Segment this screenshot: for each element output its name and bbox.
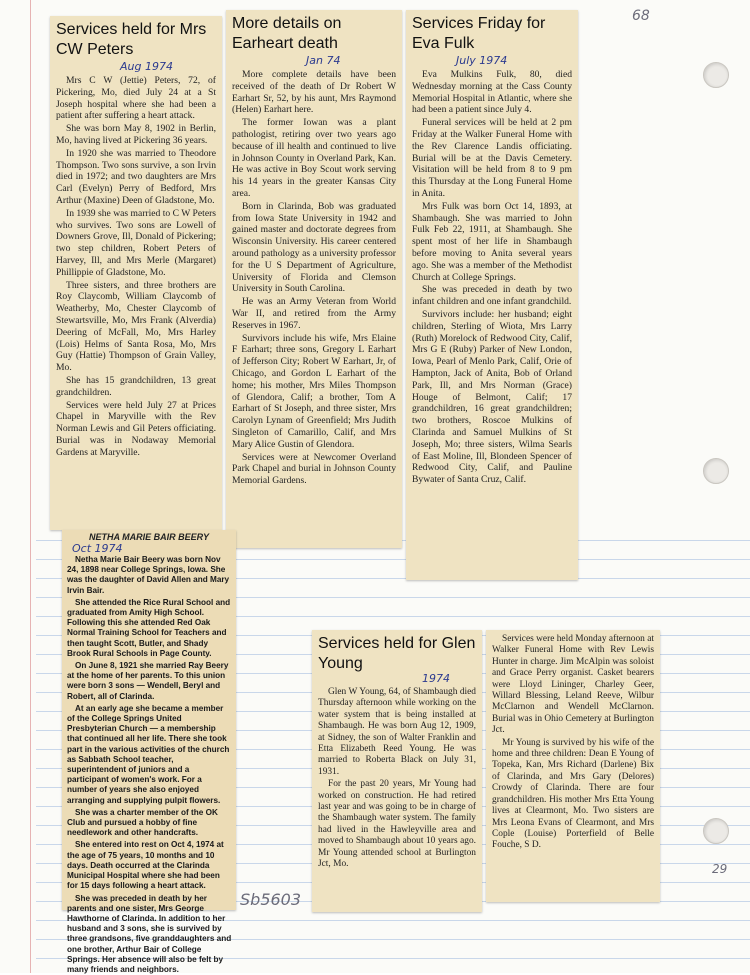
paragraph: She entered into rest on Oct 4, 1974 at the age of 75 years, 10 months and 10 days. Death occurred at the Clarinda Municipal Hospital where she had been for 15 days following a heart attack. [67,840,232,891]
paragraph: At an early age she became a member of the College Springs United Presbyterian Church — a membership that continued all her life. There she took part in the various activities of the church as Sabbath School teacher, superintendent of juniors and a participant of women's work. For a number of years she also enjoyed arranging and supplying pulpit flowers. [67,704,232,806]
paragraph: She was preceded in death by two infant children and one infant grandchild. [412,284,572,308]
article-body [486,630,660,855]
paragraph: She has 15 grandchildren, 13 great grandchildren. [56,375,216,399]
paragraph: She attended the Rice Rural School and graduated from Amity High School. Following this she attended Red Oak Normal Training School for Teachers and then taught Scott, Butler, and Shady Brook Rural Schools in Page County. [67,598,232,659]
paragraph: Glen W Young, 64, of Shambaugh died Thursday afternoon while working on the water system that is being installed at Shambaugh. He was born Aug 12, 1909, at Sidney, the son of Walter Franklin and Etta Elizabeth Reed Young. He was married to Roberta Black on July 31, 1931. [318,687,476,778]
handwritten-date: July 1974 [406,54,578,67]
paragraph: She was a charter member of the OK Club and pursued a hobby of fine needlework and other handcrafts. [67,808,232,839]
margin-line [30,0,31,973]
paragraph: He was an Army Veteran from World War II, and retired from the Army Reserves in 1967. [232,296,396,331]
article-body [312,685,482,874]
paragraph: Mrs Fulk was born Oct 14, 1893, at Shambaugh. She was married to John Fulk Feb 22, 1911, at Shambaugh. She spent most of her life in Shambaugh before moving to Anita several years ago. She was a member of the Methodist Church at College Springs. [412,201,572,284]
clipping-headline: Services Friday for Eva Fulk [406,10,578,54]
binder-hole [703,62,729,88]
article-body [50,73,222,462]
handwritten-date: 1974 [312,672,482,685]
paragraph: Three sisters, and three brothers are Roy Claycomb, William Claycomb of Weatherby, Mo, Chester Claycomb of Stewartsville, Mo, Mrs Frank (Alverdia) Deering of McFall, Mo, Mrs Harley (Lois) Helms of Santa Rosa, Mo, Mrs Guy (Hattie) Thompson of Grain Valley, Mo. [56,280,216,374]
handwritten-reference-number: Sb5603 [240,890,301,909]
paragraph: For the past 20 years, Mr Young had worked on construction. He had retired last year and was going to be in charge of the Shambaugh water system. The family had lived in the Hawleyville area and moved to Shambaugh about 10 years ago. Mr Young attended school at Burlington Jct, Mo. [318,779,476,870]
paragraph: Services were at Newcomer Overland Park Chapel and burial in Johnson County Memorial Gardens. [232,452,396,487]
article-body [62,555,236,975]
paragraph: Survivors include his wife, Mrs Elaine F Earhart; three sons, Gregory L Earhart of Jefferson City; Robert W Earhart, Jr, of Chicago, and Gordon L Earhart of the home; his mother, Mrs Miles Thompson of Glendora, Calif; a brother, Tom A Earhart of St Joseph, and three sister, Mrs Carolyn Lynam of Greenfield; Mrs Judith Singleton of Camarillo, Calif, and Mrs Mary Alice Gustin of Glendora. [232,333,396,451]
paragraph: Mr Young is survived by his wife of the home and three children: Dean E Young of Topeka, Kan, Mrs Richard (Darlene) Bix of Clarinda, and Mrs Gary (Delores) Crowdy of Clarinda. There are four grandchildren. His mother Mrs Etta Young lives at Clearmont, Mo. Two sisters are Mrs Leona Evans of Clearmont, and Mrs Cople (Louise) Porterfield of Belle Fouche, S D. [492,738,654,852]
paragraph: Netha Marie Bair Beery was born Nov 24, 1898 near College Springs, Iowa. She was the daughter of David Allen and Mary Irvin Bair. [67,555,232,596]
handwritten-page-number: 68 [632,8,650,24]
binder-hole [703,458,729,484]
handwritten-date: Oct 1974 [62,542,236,555]
paragraph: More complete details have been received of the death of Dr Robert W Earhart Sr, 52, by his aunt, Mrs Raymond (Helen) Earhart here. [232,69,396,116]
paragraph: In 1920 she was married to Theodore Thompson. Two sons survive, a son Irvin died in 1972; and two daughters are Mrs Carl (Evelyn) Perry of Bedford, Mrs Arthur (Maxine) Deen of Gladstone, Mo. [56,148,216,207]
clipping-young [312,630,482,912]
paragraph: Mrs C W (Jettie) Peters, 72, of Pickering, Mo, died July 24 at a St Joseph hospital where she had been a patient after suffering a heart attack. [56,75,216,122]
clipping-peters [50,16,222,530]
paragraph: Services were held July 27 at Prices Chapel in Maryville with the Rev Norman Lewis and Gil Peters officiating. Burial was in Nodaway Memorial Gardens at Maryville. [56,400,216,459]
clipping-young-continued [486,630,660,902]
paragraph: She was preceded in death by her parents and one sister, Mrs George Hawthorne of Clarinda. In addition to her husband and 3 sons, she is survived by three grandsons, five granddaughters and one brother, Arthur Bair of College Springs. Her absence will also be felt by many friends and neighbors. [67,894,232,975]
clipping-headline: More details on Earheart death [226,10,402,54]
article-body [226,67,402,490]
paragraph: Survivors include: her husband; eight children, Sterling of Wiota, Mrs Larry (Ruth) Morelock of Redwood City, Calif, Mrs G E (Ruby) Parker of New London, Iowa, Pearl of Menlo Park, Calif, Orie of Hampton, Jack of Anita, Bob of Orland Park, Ill, and Mrs Norman (Grace) Houge of Belmont, Calif; 17 grandchildren, 16 great grandchildren; two brothers, Roscoe Mulkins of Clarinda and Samuel Mulkins of St Joseph, Mo; three sisters, Wilma Searls of East Moline, Ill, Blondeen Spencer of Redwood City, Calif, and Pauline Bywater of Santa Cruz, Calif. [412,309,572,486]
clipping-headline: NETHA MARIE BAIR BEERY [62,530,236,542]
clipping-headline: Services held for Mrs CW Peters [50,16,222,60]
article-body [406,67,578,489]
paragraph: On June 8, 1921 she married Ray Beery at the home of her parents. To this union were born 3 sons — Wendell, Beryl and Robert, all of Clarinda. [67,661,232,702]
binder-hole [703,818,729,844]
clipping-beery [62,530,236,910]
paragraph: Eva Mulkins Fulk, 80, died Wednesday morning at the Cass County Memorial Hospital in Atlantic, where she had been a patient since July 4. [412,69,572,116]
paragraph: The former Iowan was a plant pathologist, retiring over two years ago because of ill health and continued to live in Johnson County in Overland Park, Kan. He was active in Boy Scout work serving his 14 years in the greater Kansas City area. [232,117,396,200]
paragraph: Funeral services will be held at 2 pm Friday at the Walker Funeral Home with the Rev Clarence Landis officiating. Burial will be at the Davis Cemetery. Visitation will be held from 8 to 9 pm this Thursday at the Long Funeral Home in Anita. [412,117,572,200]
paragraph: Services were held Monday afternoon at Walker Funeral Home with Rev Lewis Hunter in charge. Jim McAlpin was soloist and Grace Perry organist. Casket bearers were Lloyd Lininger, Charley Geer, Willard Blessing, Leland Reeve, Wilbur McClarnon and Wendell McClarnon. Burial was in Ohio Cemetery at Burlington Jct. [492,634,654,737]
paragraph: Born in Clarinda, Bob was graduated from Iowa State University in 1942 and gained master and doctorate degrees from Wisconsin University. His career centered around pathology as a university professor for the U S Department of Agriculture, University of Florida and Clemson University in South Carolina. [232,201,396,295]
handwritten-date: Aug 1974 [50,60,222,73]
paragraph: In 1939 she was married to C W Peters who survives. Two sons are Lowell of Downers Grove, Ill, Donald of Pickering; two step children, Robert Peters of Harvey, Ill, and Mrs Merle (Margaret) Phillippie of Gladstone, Mo. [56,208,216,279]
paragraph: She was born May 8, 1902 in Berlin, Mo, having lived at Pickering 36 years. [56,123,216,147]
handwritten-corner-number: 29 [712,862,727,876]
clipping-fulk [406,10,578,580]
clipping-headline: Services held for Glen Young [312,630,482,674]
handwritten-date: Jan 74 [226,54,402,67]
clipping-earheart [226,10,402,548]
